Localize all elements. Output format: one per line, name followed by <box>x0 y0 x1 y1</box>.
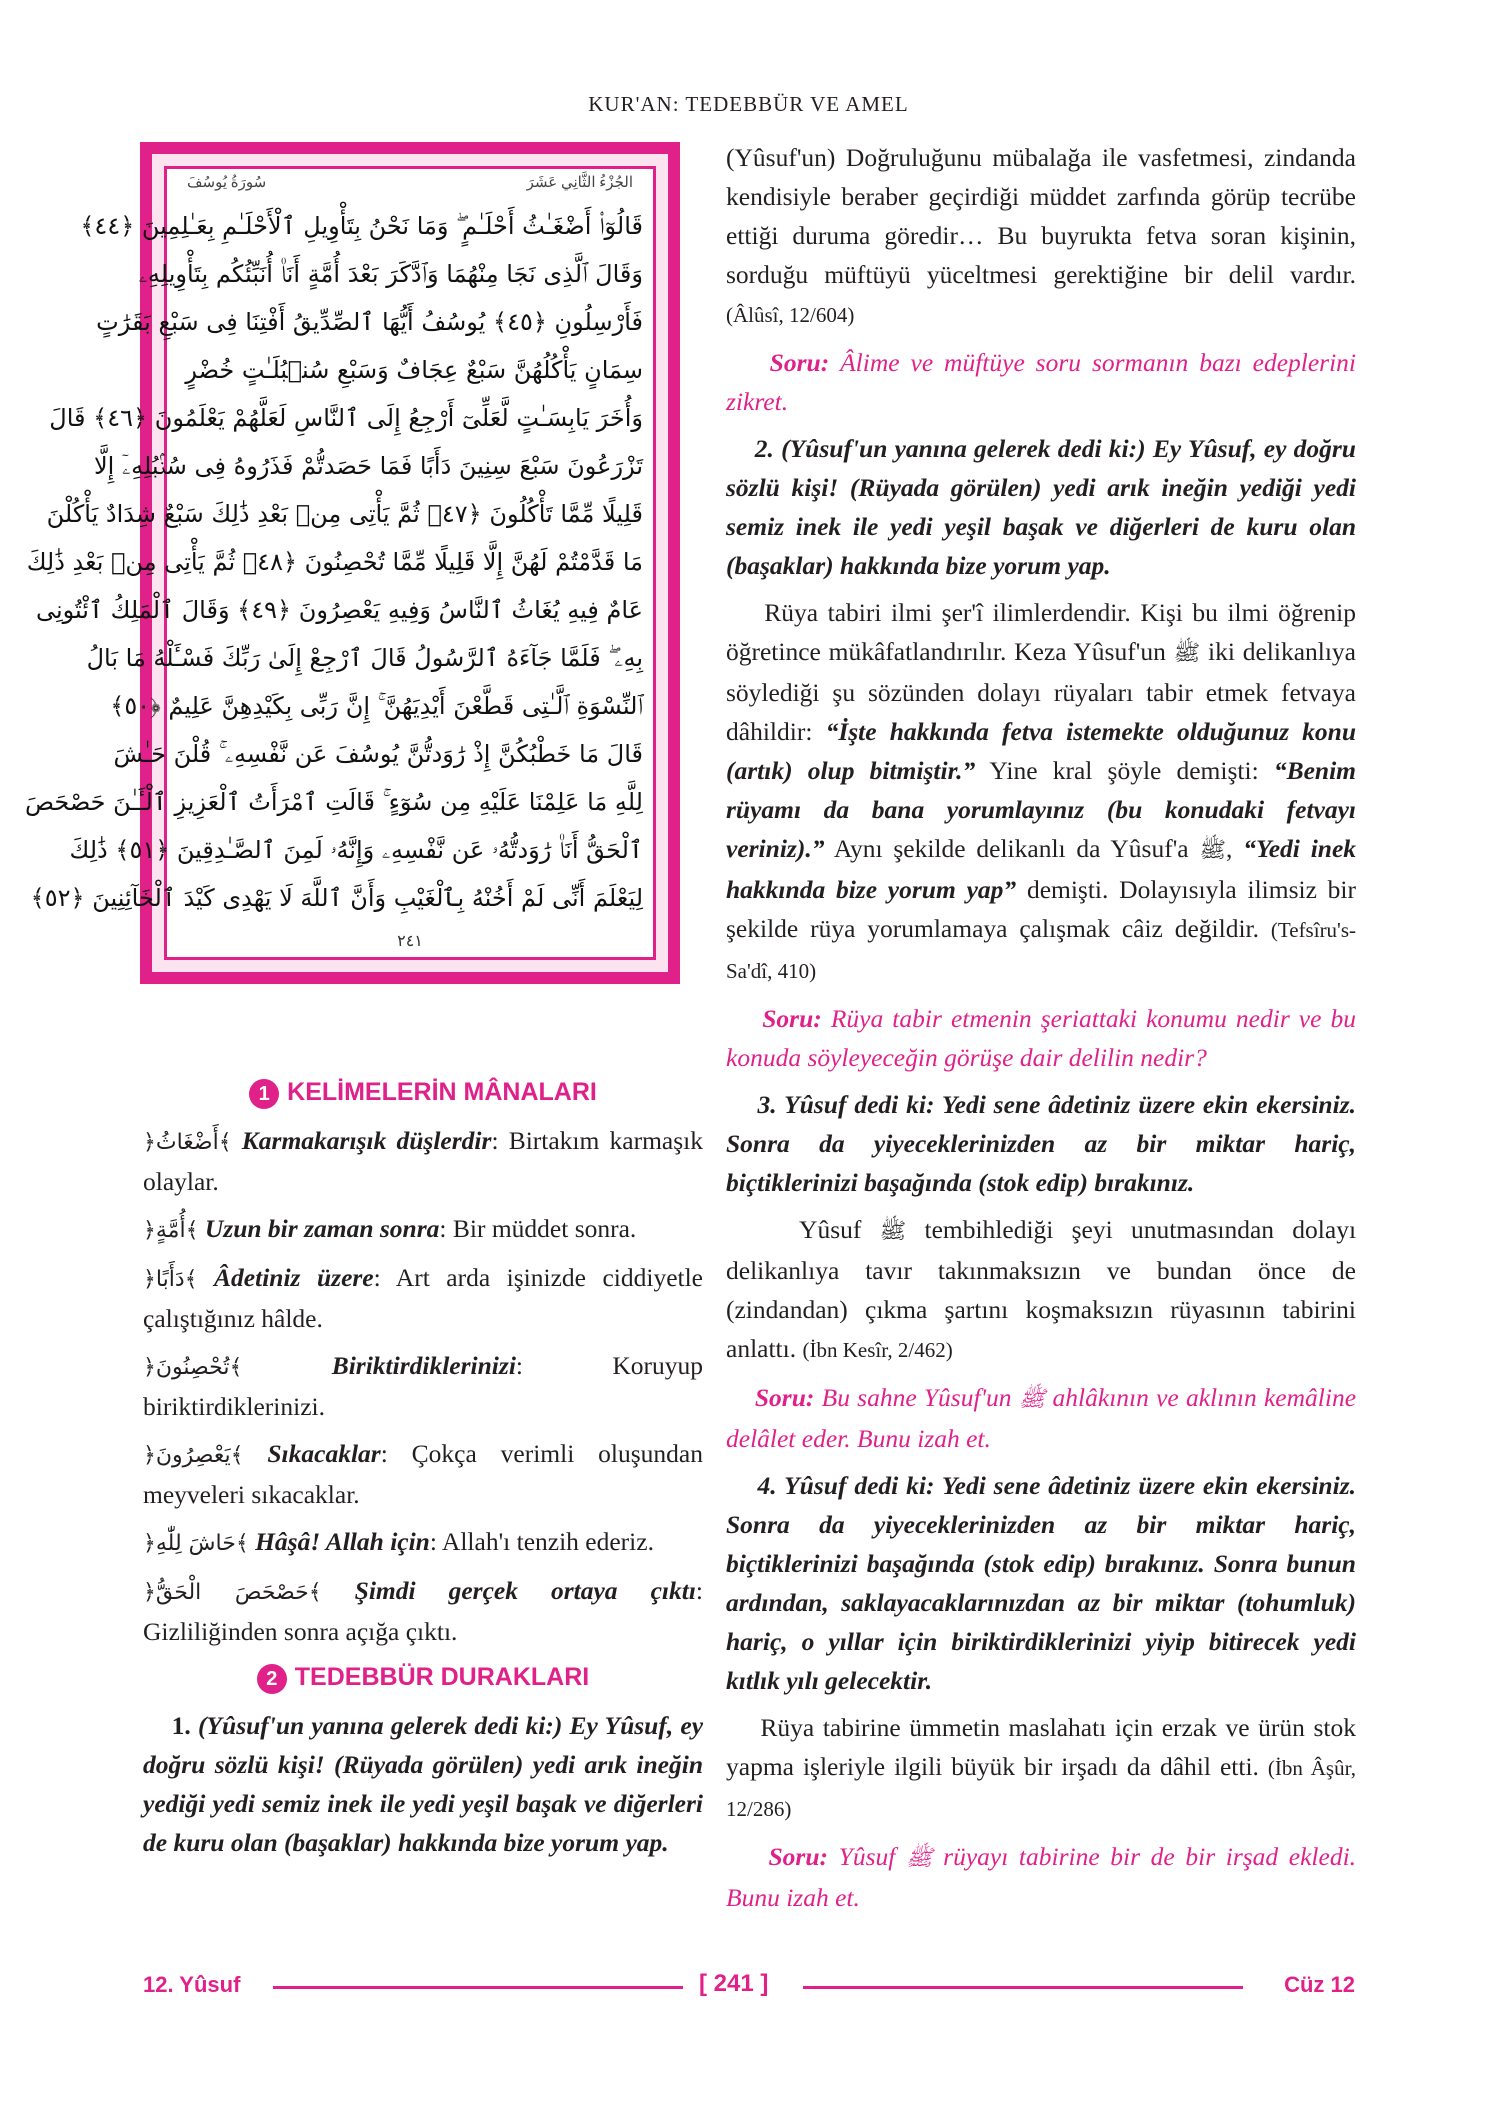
arabic-word: ﴿حَاشَ لِلّٰهِ﴾ <box>143 1531 249 1556</box>
section-title: KELİMELERİN MÂNALARI <box>287 1078 597 1106</box>
ayah-line: وَقَالَ ٱلَّذِى نَجَا مِنْهُمَا وَٱدَّكَرَ بَعْدَ أُمَّةٍ أَنَا۠ أُنَبِّئُكُم بِتَأْوِيلِهِۦ <box>138 260 643 288</box>
ayah-line: لِيَعْلَمَ أَنِّى لَمْ أَخُنْهُ بِٱلْغَيْبِ وَأَنَّ ٱللَّهَ لَا يَهْدِى كَيْدَ ٱلْخَآئِنِينَ ﴿٥٢﴾ <box>30 884 643 912</box>
ayah-line: لِلَّهِ مَا عَلِمْنَا عَلَيْهِ مِن سُوٓءٍ ۚ قَالَتِ ٱمْرَأَتُ ٱلْعَزِيزِ ٱلْـَٔـٰنَ حَصْحَصَ <box>24 788 643 816</box>
verse-paragraph-4 <box>726 1466 1356 1700</box>
definition-item <box>143 1346 703 1426</box>
definition-term: Biriktirdiklerinizi <box>331 1351 516 1380</box>
question-paragraph <box>726 343 1356 421</box>
question-label: Soru: <box>762 1004 822 1033</box>
definition-term: Karmakarışık düşlerdir <box>241 1126 492 1155</box>
arabic-word: ﴿أُمَّةٍ﴾ <box>143 1218 199 1243</box>
commentary-text: Yûsuf <box>799 1215 862 1244</box>
footer-rule <box>803 1986 1243 1989</box>
commentary-paragraph: Rüya tabiri ilmi şer'î ilimlerdendir. Kişi bu ilmi öğrenip öğretince mükâfatlandırılır. Keza Yûsuf'un ﷺ iki delikanlıya söylediği şu sözünden dolayı rüyaları tabir etmek fetvaya dâhildir: “İşte hakkında fetva istemekte olduğunuz konu (artık) olup bitmiştir.” Yine kral şöyle demişti: “Benim rüyamı da bana yorumlayınız (bu konudaki fetvayı veriniz).” Aynı şekilde delikanlı da Yûsuf'a ﷺ, “Yedi inek hakkında bize yorum yap” demişti. Dolayısıyla ilimsiz bir şekilde rüya yorumlamaya çalışmak câiz değildir. (Tefsîru's-Sa'dî, 410) <box>726 598 1357 983</box>
surah-name: سُورَةُ يُوسُفَ <box>187 175 267 191</box>
question-label: Soru: <box>754 1383 815 1412</box>
footer-juz: Cüz 12 <box>1284 1972 1355 1997</box>
ayah-line: ٱلنِّسْوَةِ ٱلَّـٰتِى قَطَّعْنَ أَيْدِيَهُنَّ ۚ إِنَّ رَبِّى بِكَيْدِهِنَّ عَلِيمٌ ﴿٥٠﴾ <box>110 692 643 720</box>
definition-item <box>143 1209 703 1250</box>
definition-item <box>143 1522 703 1563</box>
salawat-icon: ﷺ <box>879 1219 907 1244</box>
ayah-line: ٱلْحَقُّ أَنَا۠ رَٰوَدتُّهُۥ عَن نَّفْسِهِۦ وَإِنَّهُۥ لَمِنَ ٱلصَّـٰدِقِينَ ﴿٥١﴾ ذَٰلِكَ <box>69 836 643 864</box>
definitions-list <box>143 1121 703 1651</box>
mushaf-page-number: ٢٤١ <box>397 933 423 950</box>
commentary-text: tembihlediği şeyi unutmasından dolayı delikanlıya tavır takınmaksızın ve bundan önce de (zindandan) çıkma şartını koşmaksızın rüyasının tabirini anlattı. <box>726 1215 1357 1363</box>
reference: (Âlûsî, 12/604) <box>726 303 855 327</box>
commentary-text: demişti. Dolayısıyla ilimsiz bir şekilde rüya yorumlamaya çalışmak câiz değildir. <box>726 875 1357 943</box>
section-title: TEDEBBÜR DURAKLARI <box>294 1663 590 1691</box>
arabic-word: ﴿دَأَبًا﴾ <box>143 1267 198 1292</box>
question-text: rüyayı tabirine bir de bir irşad ekledi. Bunu izah et. <box>726 1842 1357 1912</box>
commentary-paragraph <box>726 1708 1356 1829</box>
question-paragraph <box>726 1378 1356 1458</box>
commentary-paragraph <box>726 138 1356 335</box>
verse-paragraph-2 <box>726 429 1356 585</box>
question-label: Soru: <box>768 1842 829 1871</box>
definition-term: Şimdi gerçek ortaya çıktı <box>354 1576 696 1605</box>
footer-surah: 12. Yûsuf <box>143 1972 241 1997</box>
definition-text: : Gizliliğinden sonra açığa çıktı. <box>143 1576 703 1646</box>
salawat-icon: ﷺ <box>905 1846 933 1871</box>
definition-text: : Allah'ı tenzih ederiz. <box>429 1527 654 1556</box>
commentary-text: Rüya tabirine ümmetin maslahatı için erzak ve ürün stok yapma işleriyle ilgili büyük bir irşadı da dâhil etti. <box>726 1713 1356 1781</box>
section-number-badge: 1 <box>249 1079 279 1109</box>
commentary-text: (Yûsuf'un) Doğruluğunu mübalağa ile vasfetmesi, zindanda kendisiyle beraber geçirdiği müddet zarfında görüp tecrübe ettiği duruma göredir… Bu buyrukta fetva soran kişinin, sorduğu müftüyü yüceltmesi gerektiğine bir delil vardır. <box>726 143 1356 289</box>
verse-paragraph-3 <box>726 1085 1356 1202</box>
ayah-line: قَلِيلًا مِّمَّا تَأْكُلُونَ ﴿٤٧﴾ ثُمَّ يَأْتِى مِنۢ بَعْدِ ذَٰلِكَ سَبْعٌ شِدَادٌ يَأْكُلْنَ <box>46 500 643 528</box>
ayah-line: وَأُخَرَ يَابِسَـٰتٍ لَّعَلِّىٓ أَرْجِعُ إِلَى ٱلنَّاسِ لَعَلَّهُمْ يَعْلَمُونَ ﴿٤٦﴾ قَالَ <box>49 404 643 432</box>
section-number-badge: 2 <box>257 1664 287 1694</box>
ayah-lines <box>24 203 643 923</box>
ayah-line: مَا قَدَّمْتُمْ لَهُنَّ إِلَّا قَلِيلًا مِّمَّا تُحْصِنُونَ ﴿٤٨﴾ ثُمَّ يَأْتِى مِنۢ بَعْدِ ذَٰلِكَ <box>26 548 643 576</box>
right-column <box>726 138 1356 1925</box>
commentary-text: Aynı şekilde delikanlı da Yûsuf'a <box>833 834 1189 863</box>
question-label: Soru: <box>769 348 830 377</box>
quote-text: “İşte hakkında fetva istemekte olduğunuz konu (artık) olup bitmiştir.” <box>726 717 1357 785</box>
commentary-text: iki delikanlıya söylediği şu sözünden dolayı rüyaları tabir etmek fetvaya dâhildir: <box>726 637 1357 746</box>
reference: (İbn Âşûr, 12/286) <box>726 1756 1356 1821</box>
ayah-line: فَأَرْسِلُونِ ﴿٤٥﴾ يُوسُفُ أَيُّهَا ٱلصِّدِّيقُ أَفْتِنَا فِى سَبْعِ بَقَرَٰتٍ <box>96 308 643 336</box>
arabic-word: ﴿حَصْحَصَ الْحَقُّ﴾ <box>143 1580 322 1605</box>
definition-term: Âdetiniz üzere <box>214 1263 374 1292</box>
question-paragraph <box>726 999 1356 1077</box>
ayah-line: قَالَ مَا خَطْبُكُنَّ إِذْ رَٰوَدتُّنَّ يُوسُفَ عَن نَّفْسِهِۦ ۚ قُلْنَ حَـٰشَ <box>113 740 643 768</box>
commentary-text: Rüya tabiri ilmi şer'î ilimlerdendir. Kişi bu ilmi öğrenip öğretince mükâfatlandırılır. Keza Yûsuf'un <box>726 598 1357 666</box>
quran-page-frame <box>24 142 680 984</box>
definition-term: Sıkacaklar <box>267 1439 381 1468</box>
definition-text: : Çokça verimli oluşundan meyveleri sıkacaklar. <box>143 1439 703 1509</box>
juz-name: الجُزْءُ الثَّانِي عَشَرَ <box>526 175 633 191</box>
page-footer <box>143 1972 1355 2008</box>
definition-text: : Birtakım karmaşık olaylar. <box>143 1126 703 1196</box>
arabic-word: ﴿يَعْصِرُونَ﴾ <box>143 1443 244 1468</box>
footer-page-number: [ 241 ] <box>699 1970 769 1997</box>
arabic-word: ﴿أَضْغَاثُ﴾ <box>143 1130 232 1155</box>
reference: (Tefsîru's-Sa'dî, 410) <box>726 918 1357 983</box>
salawat-icon: ﷺ <box>1199 838 1227 863</box>
commentary-text: Yine kral şöyle demişti: <box>989 756 1259 785</box>
reference: (İbn Kesîr, 2/462) <box>802 1338 953 1362</box>
section-heading-meanings <box>143 1078 703 1109</box>
definition-term: Uzun bir zaman sonra <box>204 1214 440 1243</box>
verse-number: 1. <box>171 1711 191 1740</box>
quote-text: “Benim rüyamı da bana yorumlayınız (bu konudaki fetvayı veriniz).” <box>726 756 1356 863</box>
question-text: Yûsuf <box>838 1842 896 1871</box>
definition-item <box>143 1434 703 1514</box>
salawat-icon: ﷺ <box>1018 1387 1046 1412</box>
definition-text: : Art arda işinizde ciddiyetle çalıştığınız hâlde. <box>143 1263 703 1333</box>
commentary-paragraph <box>726 1210 1356 1370</box>
quran-page-inner <box>24 166 656 960</box>
definition-text: : Koruyup biriktirdiklerinizi. <box>143 1351 703 1421</box>
arabic-word: ﴿تُحْصِنُونَ﴾ <box>143 1355 243 1380</box>
salawat-icon: ﷺ <box>1173 641 1201 666</box>
question-text: Bu sahne Yûsuf'un <box>821 1383 1012 1412</box>
ayah-line: قَالُوٓا۟ أَضْغَـٰثُ أَحْلَـٰمٍ ۖ وَمَا نَحْنُ بِتَأْوِيلِ ٱلْأَحْلَـٰمِ بِعَـٰلِمِينَ ﴿٤٤﴾ <box>80 212 643 240</box>
definition-text: : Bir müddet sonra. <box>439 1214 637 1243</box>
question-paragraph <box>726 1837 1356 1917</box>
quote-text: “Yedi inek hakkında bize yorum yap” <box>726 834 1357 904</box>
definition-item <box>143 1571 703 1651</box>
verse-text: 2. (Yûsuf'un yanına gelerek dedi ki:) Ey Yûsuf, ey doğru sözlü kişi! (Rüyada görülen) yedi arık ineğin yediği yedi semiz inek ile yedi yeşil başak ve diğerleri de kuru olan (başaklar) hakkında bize yorum yap. <box>726 434 1356 580</box>
left-column <box>143 1066 703 1870</box>
question-text: ahlâkının ve aklının kemâline delâlet eder. Bunu izah et. <box>726 1383 1357 1453</box>
definition-item <box>143 1121 703 1201</box>
verse-paragraph-1 <box>143 1706 703 1862</box>
verse-text: 3. Yûsuf dedi ki: Yedi sene âdetiniz üzere ekin ekersiniz. Sonra da yiyeceklerinizden az bir miktar hariç, biçtiklerinizi başağında (stok edip) bırakınız. <box>726 1090 1357 1197</box>
running-header: KUR'AN: TEDEBBÜR VE AMEL <box>588 92 909 116</box>
definition-item <box>143 1258 703 1338</box>
ayah-line: سِمَانٍ يَأْكُلُهُنَّ سَبْعٌ عِجَافٌ وَسَبْعِ سُنۢبُلَـٰتٍ خُضْرٍ <box>185 356 643 384</box>
footer-rule <box>273 1986 683 1989</box>
verse-text: (Yûsuf'un yanına gelerek dedi ki:) Ey Yûsuf, ey doğru sözlü kişi! (Rüyada görülen) yedi arık ineğin yediği yedi semiz inek ile yedi yeşil başak ve diğerleri de kuru olan (başaklar) hakkında bize yorum yap. <box>143 1711 704 1857</box>
definition-term: Hâşâ! Allah için <box>255 1527 430 1556</box>
ayah-line: تَزْرَعُونَ سَبْعَ سِنِينَ دَأَبًا فَمَا حَصَدتُّمْ فَذَرُوهُ فِى سُنۢبُلِهِۦٓ إِلَّا <box>93 452 643 480</box>
verse-text: 4. Yûsuf dedi ki: Yedi sene âdetiniz üzere ekin ekersiniz. Sonra da yiyeceklerinizden az bir miktar hariç, biçtiklerinizi başağında (stok edip) bırakınız. Sonra bunun ardından, saklayacaklarınızdan az bir miktar (tohumluk) hariç, o yıllar için biriktirdiklerinizi yiyip bitirecek yedi kıtlık yılı gelecektir. <box>726 1471 1357 1695</box>
ayah-line: عَامٌ فِيهِ يُغَاثُ ٱلنَّاسُ وَفِيهِ يَعْصِرُونَ ﴿٤٩﴾ وَقَالَ ٱلْمَلِكُ ٱئْتُونِى <box>35 596 643 624</box>
section-heading-tedebbur <box>143 1663 703 1694</box>
question-text: Âlime ve müftüye soru sormanın bazı edeplerini zikret. <box>726 348 1357 416</box>
question-text: Rüya tabir etmenin şeriattaki konumu nedir ve bu konuda söyleyeceğin görüşe dair delilin nedir? <box>726 1004 1356 1072</box>
ayah-line: بِهِۦ ۖ فَلَمَّا جَآءَهُ ٱلرَّسُولُ قَالَ ٱرْجِعْ إِلَىٰ رَبِّكَ فَسْـَٔلْهُ مَا بَالُ <box>86 644 643 672</box>
